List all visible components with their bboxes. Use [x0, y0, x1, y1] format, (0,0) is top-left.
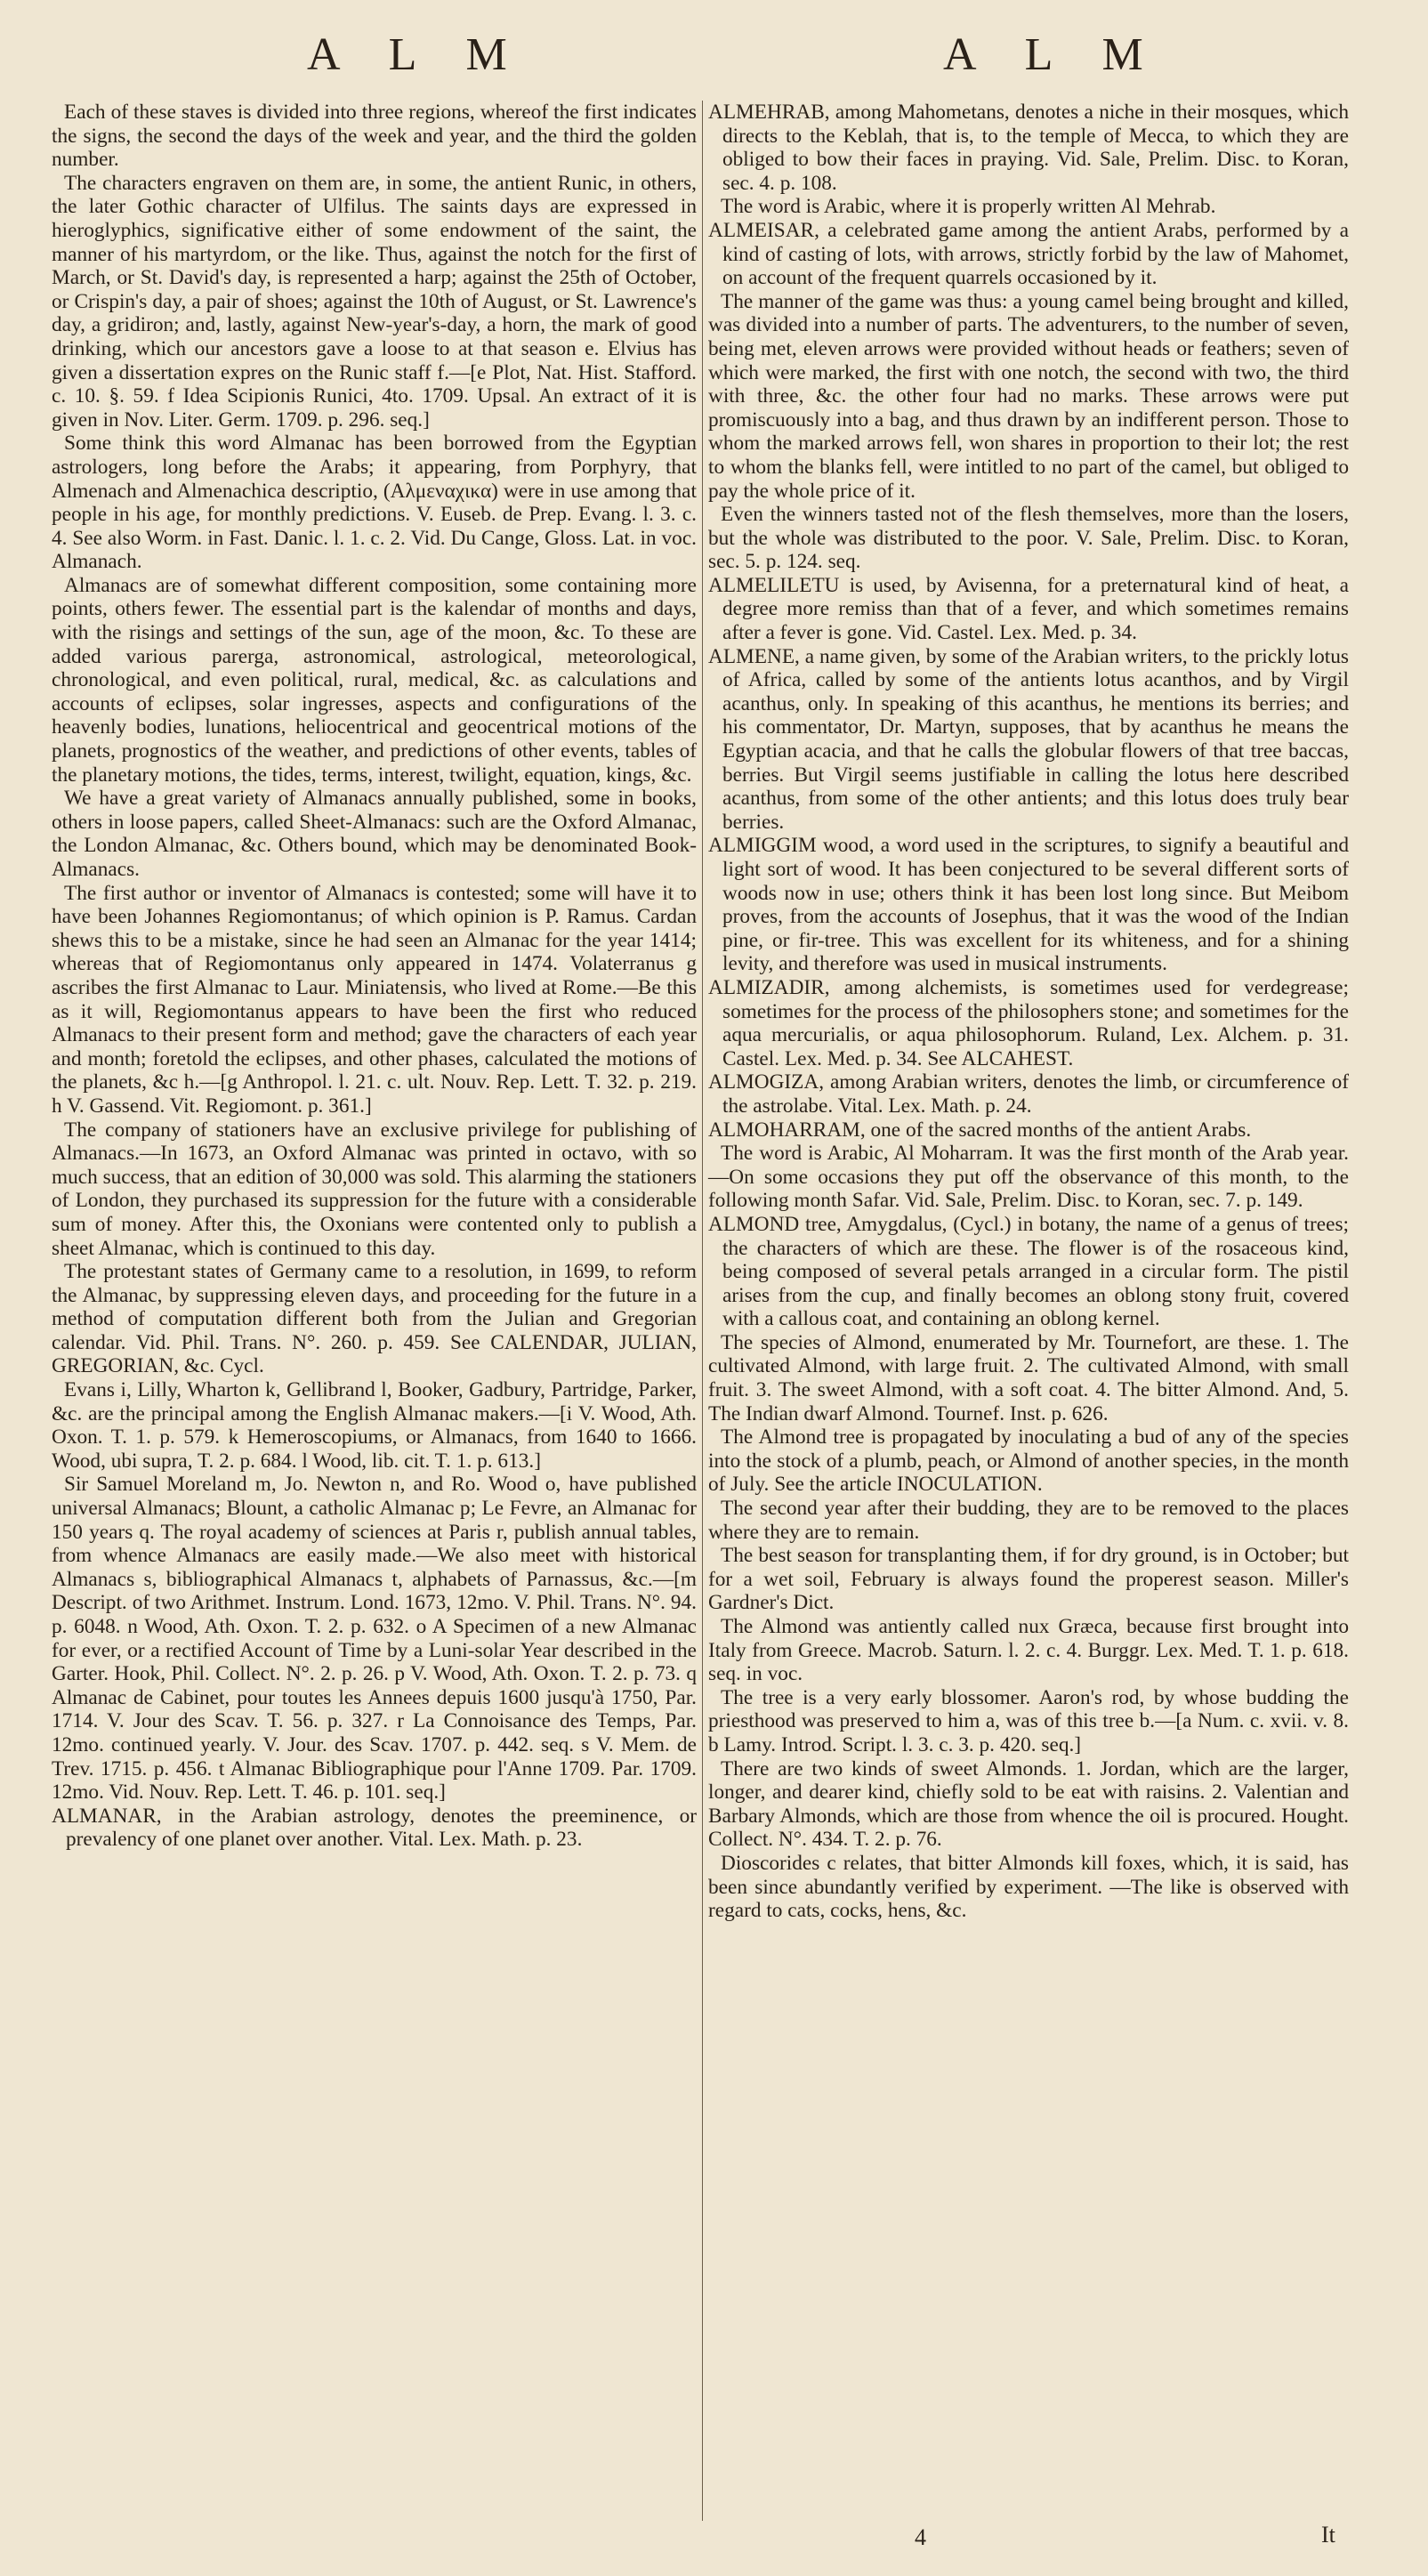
paragraph: Even the winners tasted not of the flesh themselves, more than the losers, but the whole was distributed to the poor. V. Sale, Prelim. Disc. to Koran, sec. 5. p. 124. seq.	[708, 503, 1349, 574]
entry-almeliletu: ALMELILETU is used, by Avisenna, for a preternatural kind of heat, a degree more remiss than that of a fever, and which sometimes remains after a fever is gone. Vid. Castel. Lex. Med. p. 34.	[708, 573, 1349, 645]
paragraph: Evans i, Lilly, Wharton k, Gellibrand l, Booker, Gadbury, Partridge, Parker, &c. are the principal among the English Almanac makers.—[i V. Wood, Ath. Oxon. T. 1. p. 579. k Hemeroscopiums, or Almanacs, from 1640 to 1666. Wood, ubi supra, T. 2. p. 684. l Wood, lib. cit. T. 1. p. 613.]	[52, 1378, 697, 1473]
paragraph: The characters engraven on them are, in some, the antient Runic, in others, the later Gothic character of Ulfilus. The saints days are expressed in hieroglyphics, significative either of some endowment of the saint, the manner of his martyrdom, or the like. Thus, against the notch for the first of March, or St. David's day, is represented a harp; against the 25th of October, or Crispin's day, a pair of shoes; against the 10th of August, or St. Lawrence's day, a gridiron; and, lastly, against New-year's-day, a horn, the mark of good drinking, which our ancestors gave a loose to at that season e. Elvius has given a dissertation expres on the Runic staff f.—[e Plot, Nat. Hist. Stafford. c. 10. §. 59. f Idea Scipionis Runici, 4to. 1709. Upsal. An extract of it is given in Nov. Liter. Germ. 1709. p. 296. seq.]	[52, 171, 697, 432]
paragraph: Some think this word Almanac has been borrowed from the Egyptian astrologers, long before the Arabs; it appearing, from Porphyry, that Almenach and Almenachica descriptio, (Αλμεναχικα) were in use among that people in his age, for monthly predictions. V. Euseb. de Prep. Evang. l. 3. c. 4. See also Worm. in Fast. Danic. l. 1. c. 2. Vid. Du Cange, Gloss. Lat. in voc. Almanach.	[52, 432, 697, 574]
paragraph: The Almond tree is propagated by inoculating a bud of any of the species into the stock of a plumb, peach, or Almond of another species, in the month of July. See the article INOCULATION.	[708, 1425, 1349, 1497]
running-head-right: A L M	[943, 29, 1163, 80]
running-head-left: A L M	[307, 29, 527, 80]
paragraph: Sir Samuel Moreland m, Jo. Newton n, and Ro. Wood o, have published universal Almanacs; Blount, a catholic Almanac p; Le Fevre, an Almanac for 150 years q. The royal academy of sciences at Paris r, publish annual tables, from whence Almanacs are easily made.—We also meet with historical Almanacs s, bibliographical Almanacs t, alphabets of Parnassus, &c.—[m Descript. of two Arithmet. Instrum. Lond. 1673, 12mo. V. Phil. Trans. N°. 94. p. 6048. n Wood, Ath. Oxon. T. 2. p. 632. o A Specimen of a new Almanac for ever, or a rectified Account of Time by a Luni-solar Year described in the Garter. Hook, Phil. Collect. N°. 2. p. 26. p V. Wood, Ath. Oxon. T. 2. p. 73. q Almanac de Cabinet, pour toutes les Annees depuis 1600 jusqu'à 1750, Par. 1714. V. Jour des Scav. T. 56. p. 327. r La Connoisance des Temps, Par. 12mo. continued yearly. V. Jour. des Scav. 1707. p. 442. seq. s V. Mem. de Trev. 1715. p. 456. t Almanac Bibliographique pour l'Anne 1709. Par. 1709. 12mo. Vid. Nouv. Rep. Lett. T. 46. p. 101. seq.]	[52, 1473, 697, 1805]
paragraph: The word is Arabic, Al Moharram. It was the first month of the Arab year.—On some occasions they put off the observance of this month, to the following month Safar. Vid. Sale, Prelim. Disc. to Koran, sec. 7. p. 149.	[708, 1142, 1349, 1213]
paragraph: The Almond was antiently called nux Græca, because first brought into Italy from Greece. Macrob. Saturn. l. 2. c. 4. Burggr. Lex. Med. T. 1. p. 618. seq. in voc.	[708, 1615, 1349, 1686]
paragraph: There are two kinds of sweet Almonds. 1. Jordan, which are the larger, longer, and dearer kind, chiefly sold to be eat with raisins. 2. Valentian and Barbary Almonds, which are those from whence the oil is procured. Hought. Collect. N°. 434. T. 2. p. 76.	[708, 1756, 1349, 1852]
paragraph: The species of Almond, enumerated by Mr. Tournefort, are these. 1. The cultivated Almond, with large fruit. 2. The cultivated Almond, with small fruit. 3. The sweet Almond, with a soft coat. 4. The bitter Almond. And, 5. The Indian dwarf Almond. Tournef. Inst. p. 626.	[708, 1330, 1349, 1425]
paragraph: The second year after their budding, they are to be removed to the places where they are to remain.	[708, 1497, 1349, 1544]
paragraph: The tree is a very early blossomer. Aaron's rod, by whose budding the priesthood was preserved to him a, was of this tree b.—[a Num. c. xvii. v. 8. b Lamy. Introd. Script. l. 3. c. 3. p. 420. seq.]	[708, 1685, 1349, 1756]
entry-almizadir: ALMIZADIR, among alchemists, is sometimes used for verdegrease; sometimes for the process of the philosophers stone; and sometimes for the aqua mercurialis, or aqua philosophorum. Ruland, Lex. Alchem. p. 31. Castel. Lex. Med. p. 34. See ALCAHEST.	[708, 975, 1349, 1070]
paragraph: Almanacs are of somewhat different composition, some containing more points, others fewer. The essential part is the kalendar of months and days, with the risings and settings of the sun, age of the moon, &c. To these are added various parerga, astronomical, astrological, meteorological, chronological, and even political, rural, medical, &c. as calculations and accounts of eclipses, solar ingresses, aspects and configurations of the heavenly bodies, lunations, heliocentrical and geocentrical motions of the planets, prognostics of the weather, and predictions of other events, tables of the planetary motions, the tides, terms, interest, twilight, equation, kings, &c.	[52, 573, 697, 787]
entry-almehrab: ALMEHRAB, among Mahometans, denotes a niche in their mosques, which directs to the Keblah, that is, to the temple of Mecca, to which they are obliged to bow their faces in praying. Vid. Sale, Prelim. Disc. to Koran, sec. 4. p. 108.	[708, 101, 1349, 195]
page-number: 4	[915, 2524, 926, 2550]
entry-almene: ALMENE, a name given, by some of the Arabian writers, to the prickly lotus of Africa, called by some of the antients lotus acanthos, and by Virgil acanthus, only. In speaking of this acanthus, he mentions its berries; and his commentator, Dr. Martyn, supposes, that by acanthus he means the Egyptian acacia, and that he calls the globular flowers of that tree baccas, berries. But Virgil seems justifiable in calling the lotus here described acanthus, from some of the other antients; and this lotus does truly bear berries.	[708, 644, 1349, 834]
entry-almoharram: ALMOHARRAM, one of the sacred months of the antient Arabs.	[708, 1118, 1252, 1142]
entry-almogiza: ALMOGIZA, among Arabian writers, denotes the limb, or circumference of the astrolabe. Vital. Lex. Math. p. 24.	[708, 1070, 1349, 1118]
left-column	[52, 101, 697, 1852]
catchword: It	[1321, 2522, 1335, 2548]
paragraph: We have a great variety of Almanacs annually published, some in books, others in loose papers, called Sheet-Almanacs: such are the Oxford Almanac, the London Almanac, &c. Others bound, which may be denominated Book-Almanacs.	[52, 787, 697, 881]
paragraph: Dioscorides c relates, that bitter Almonds kill foxes, which, it is said, has been since abundantly verified by experiment. —The like is observed with regard to cats, cocks, hens, &c.	[708, 1851, 1349, 1923]
paragraph: The first author or inventor of Almanacs is contested; some will have it to have been Johannes Regiomontanus; of which opinion is P. Ramus. Cardan shews this to be a mistake, since he had seen an Almanac for the year 1414; whereas that of Regiomontanus only appeared in 1474. Volaterranus g ascribes the first Almanac to Laur. Miniatensis, who lived at Rome.—Be this as it will, Regiomontanus appears to have been the first who reduced Almanacs to their present form and method; gave the characters of each year and month; foretold the eclipses, and other phases, calculated the motions of the planets, &c h.—[g Anthropol. l. 21. c. ult. Nouv. Rep. Lett. T. 32. p. 219. h V. Gassend. Vit. Regiomont. p. 361.]	[52, 881, 697, 1118]
entry-almond: ALMOND tree, Amygdalus, (Cycl.) in botany, the name of a genus of trees; the characters of which are these. The flower is of the rosaceous kind, being composed of several petals arranged in a circular form. The pistil arises from the cup, and finally becomes an oblong stony fruit, covered with a callous coat, and containing an oblong kernel.	[708, 1212, 1349, 1331]
paragraph: The company of stationers have an exclusive privilege for publishing of Almanacs.—In 1673, an Oxford Almanac was printed in octavo, with so much success, that an edition of 30,000 was sold. This alarming the stationers of London, they purchased its suppression for the future with a considerable sum of money. After this, the Oxonians were contented only to publish a sheet Almanac, which is continued to this day.	[52, 1118, 697, 1260]
paragraph: The manner of the game was thus: a young camel being brought and killed, was divided into a number of parts. The adventurers, to the number of seven, being met, eleven arrows were provided without heads or feathers; seven of which were marked, the first with one notch, the second with two, the third with three, &c. the other four had no marks. These arrows were put promiscuously into a bag, and thus drawn by an indifferent person. Those to whom the marked arrows fell, won shares in proportion to their lot; the rest to whom the blanks fell, were intitled to no part of the camel, but obliged to pay the whole price of it.	[708, 289, 1349, 503]
column-rule	[702, 101, 703, 2521]
paragraph: The word is Arabic, where it is properly written Al Mehrab.	[721, 195, 1216, 219]
paragraph: The protestant states of Germany came to a resolution, in 1699, to reform the Almanac, by suppressing eleven days, and proceeding for the future in a method of computation different both from the Julian and Gregorian calendar. Vid. Phil. Trans. N°. 260. p. 459. See CALENDAR, JULIAN, GREGORIAN, &c. Cycl.	[52, 1260, 697, 1378]
entry-almeisar: ALMEISAR, a celebrated game among the antient Arabs, performed by a kind of casting of lots, with arrows, strictly forbid by the law of Mahomet, on account of the frequent quarrels occasioned by it.	[708, 218, 1349, 290]
entry-almanar: ALMANAR, in the Arabian astrology, denotes the preeminence, or prevalency of one planet over another. Vital. Lex. Math. p. 23.	[52, 1804, 697, 1852]
paragraph: The best season for transplanting them, if for dry ground, is in October; but for a wet soil, February is always found the properest season. Miller's Gardner's Dict.	[708, 1544, 1349, 1615]
paragraph: Each of these staves is divided into three regions, whereof the first indicates the signs, the second the days of the week and year, and the third the golden number.	[52, 101, 697, 172]
entry-almiggim: ALMIGGIM wood, a word used in the scriptures, to signify a beautiful and light sort of wood. It has been conjectured to be several different sorts of woods now in use; others think it has been lost long since. But Meibom proves, from the accounts of Josephus, that it was the wood of the Indian pine, or fir-tree. This was excellent for its whiteness, and for a shining levity, and therefore was used in musical instruments.	[708, 834, 1349, 976]
right-column	[708, 101, 1349, 1923]
